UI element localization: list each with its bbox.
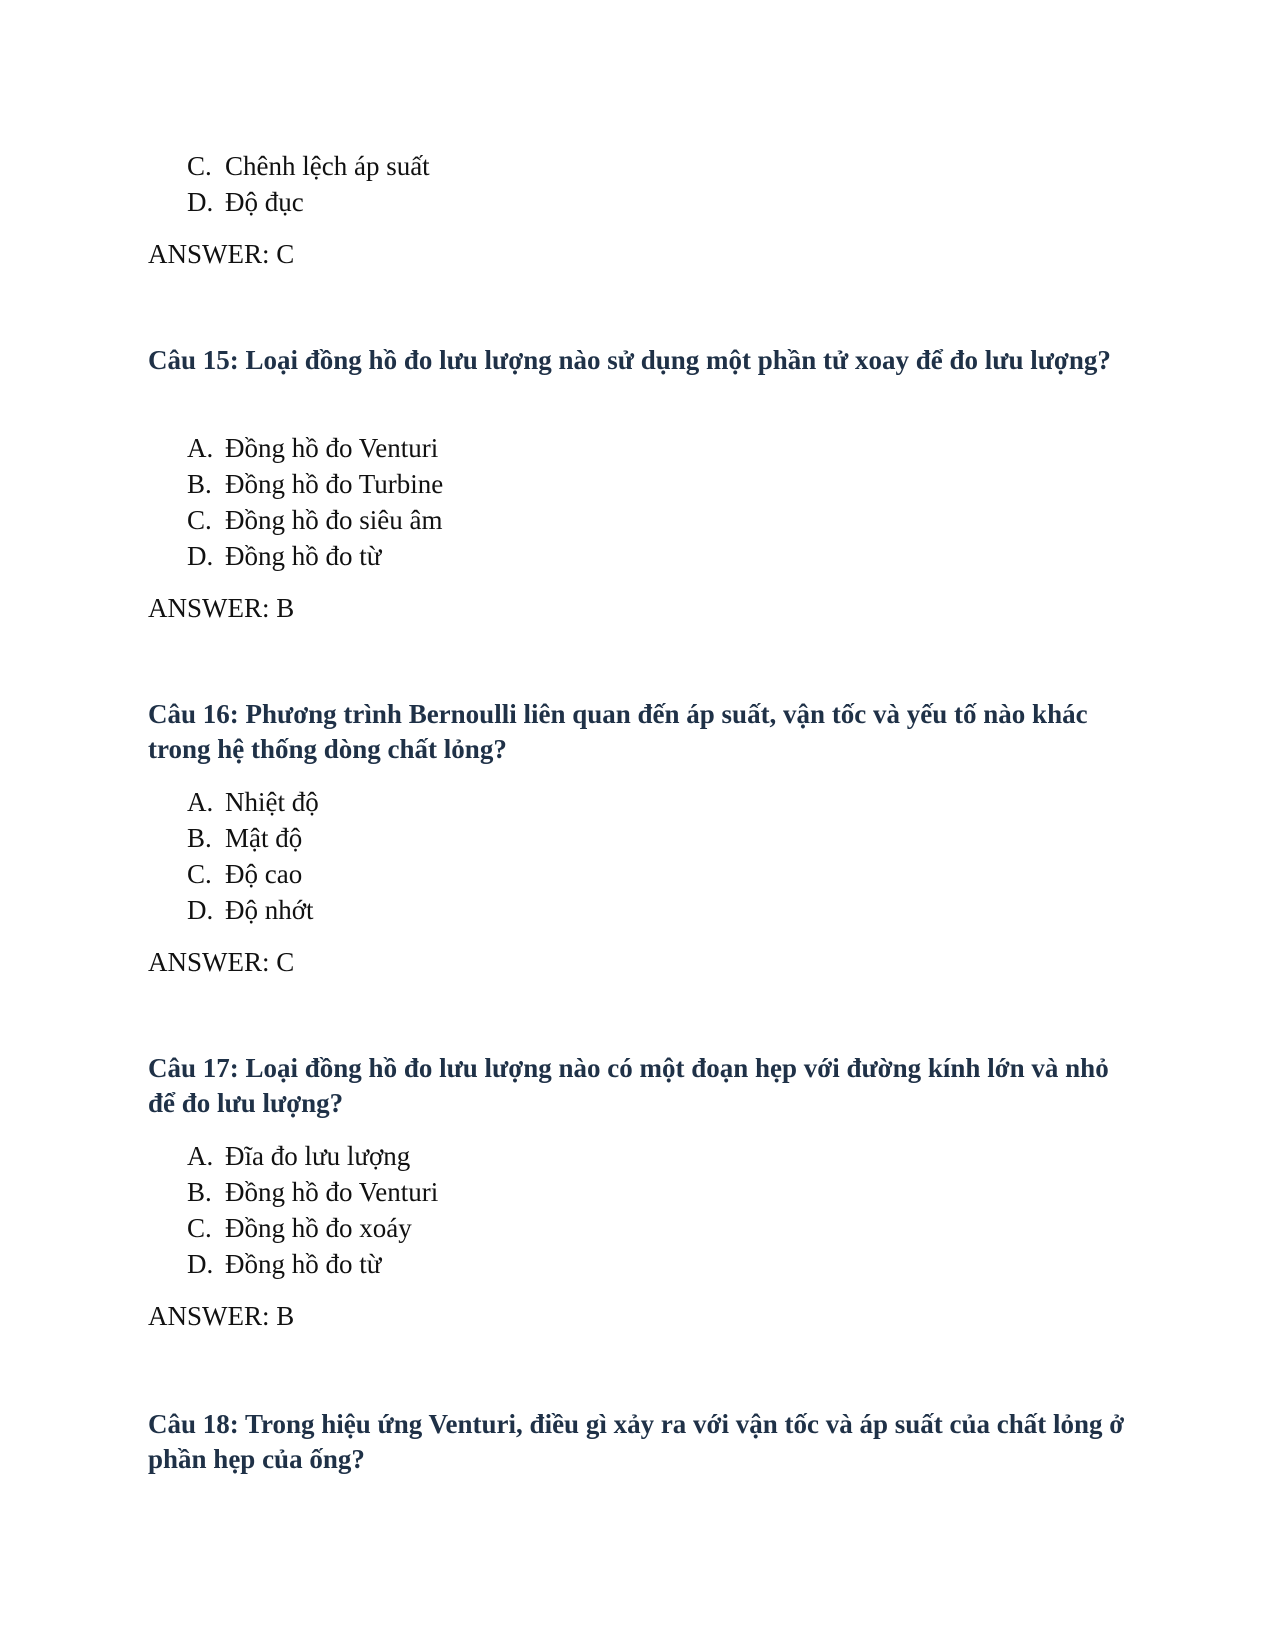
option-letter: D.: [187, 541, 214, 571]
question-17-text: Câu 17: Loại đồng hồ đo lưu lượng nào có một đoạn hẹp với đường kính lớn và nhỏ để đo lưu lượng?: [148, 1053, 1109, 1118]
q17-option-a: [187, 1138, 410, 1174]
q15-option-b: [187, 466, 443, 502]
option-letter: A.: [187, 787, 214, 817]
option-letter: D.: [187, 187, 214, 217]
option-text: Đồng hồ đo xoáy: [225, 1213, 412, 1243]
option-c: [187, 148, 430, 184]
option-letter: A.: [187, 1141, 214, 1171]
q16-option-a: [187, 784, 319, 820]
option-letter: B.: [187, 823, 212, 853]
option-text: Độ đục: [225, 187, 304, 217]
q15-option-a: [187, 430, 438, 466]
q15-answer: ANSWER: B: [148, 593, 295, 623]
option-text: Đĩa đo lưu lượng: [225, 1141, 411, 1171]
option-letter: C.: [187, 151, 212, 181]
option-letter: D.: [187, 895, 214, 925]
option-text: Mật độ: [225, 823, 303, 853]
option-text: Đồng hồ đo Venturi: [225, 433, 439, 463]
q16-option-b: [187, 820, 302, 856]
option-letter: A.: [187, 433, 214, 463]
option-letter: B.: [187, 469, 212, 499]
question-16-text: Câu 16: Phương trình Bernoulli liên quan đến áp suất, vận tốc và yếu tố nào khác trong hệ thống dòng chất lỏng?: [148, 699, 1088, 764]
option-text: Nhiệt độ: [225, 787, 319, 817]
question-15-text: Câu 15: Loại đồng hồ đo lưu lượng nào sử dụng một phần tử xoay để đo lưu lượng?: [148, 345, 1111, 375]
q17-answer: ANSWER: B: [148, 1301, 295, 1331]
q15-option-d: [187, 538, 381, 574]
option-text: Độ nhớt: [225, 895, 314, 925]
q17-option-c: [187, 1210, 412, 1246]
q16-answer: ANSWER: C: [148, 947, 295, 977]
option-letter: B.: [187, 1177, 212, 1207]
q17-option-d: [187, 1246, 381, 1282]
option-text: Đồng hồ đo từ: [225, 1249, 382, 1279]
option-text: Đồng hồ đo Turbine: [225, 469, 444, 499]
q15-option-c: [187, 502, 442, 538]
q17-option-b: [187, 1174, 438, 1210]
answer-line: ANSWER: C: [148, 239, 295, 269]
option-text: Đồng hồ đo Venturi: [225, 1177, 439, 1207]
question-18-text: Câu 18: Trong hiệu ứng Venturi, điều gì xảy ra với vận tốc và áp suất của chất lỏng ở phần hẹp của ống?: [148, 1409, 1125, 1474]
option-letter: C.: [187, 1213, 212, 1243]
option-d: [187, 184, 304, 220]
option-text: Đồng hồ đo siêu âm: [225, 505, 443, 535]
option-text: Đồng hồ đo từ: [225, 541, 382, 571]
q16-option-c: [187, 856, 302, 892]
option-text: Độ cao: [225, 859, 303, 889]
option-letter: C.: [187, 859, 212, 889]
option-letter: D.: [187, 1249, 214, 1279]
option-letter: C.: [187, 505, 212, 535]
q16-option-d: [187, 892, 314, 928]
option-text: Chênh lệch áp suất: [225, 151, 430, 181]
